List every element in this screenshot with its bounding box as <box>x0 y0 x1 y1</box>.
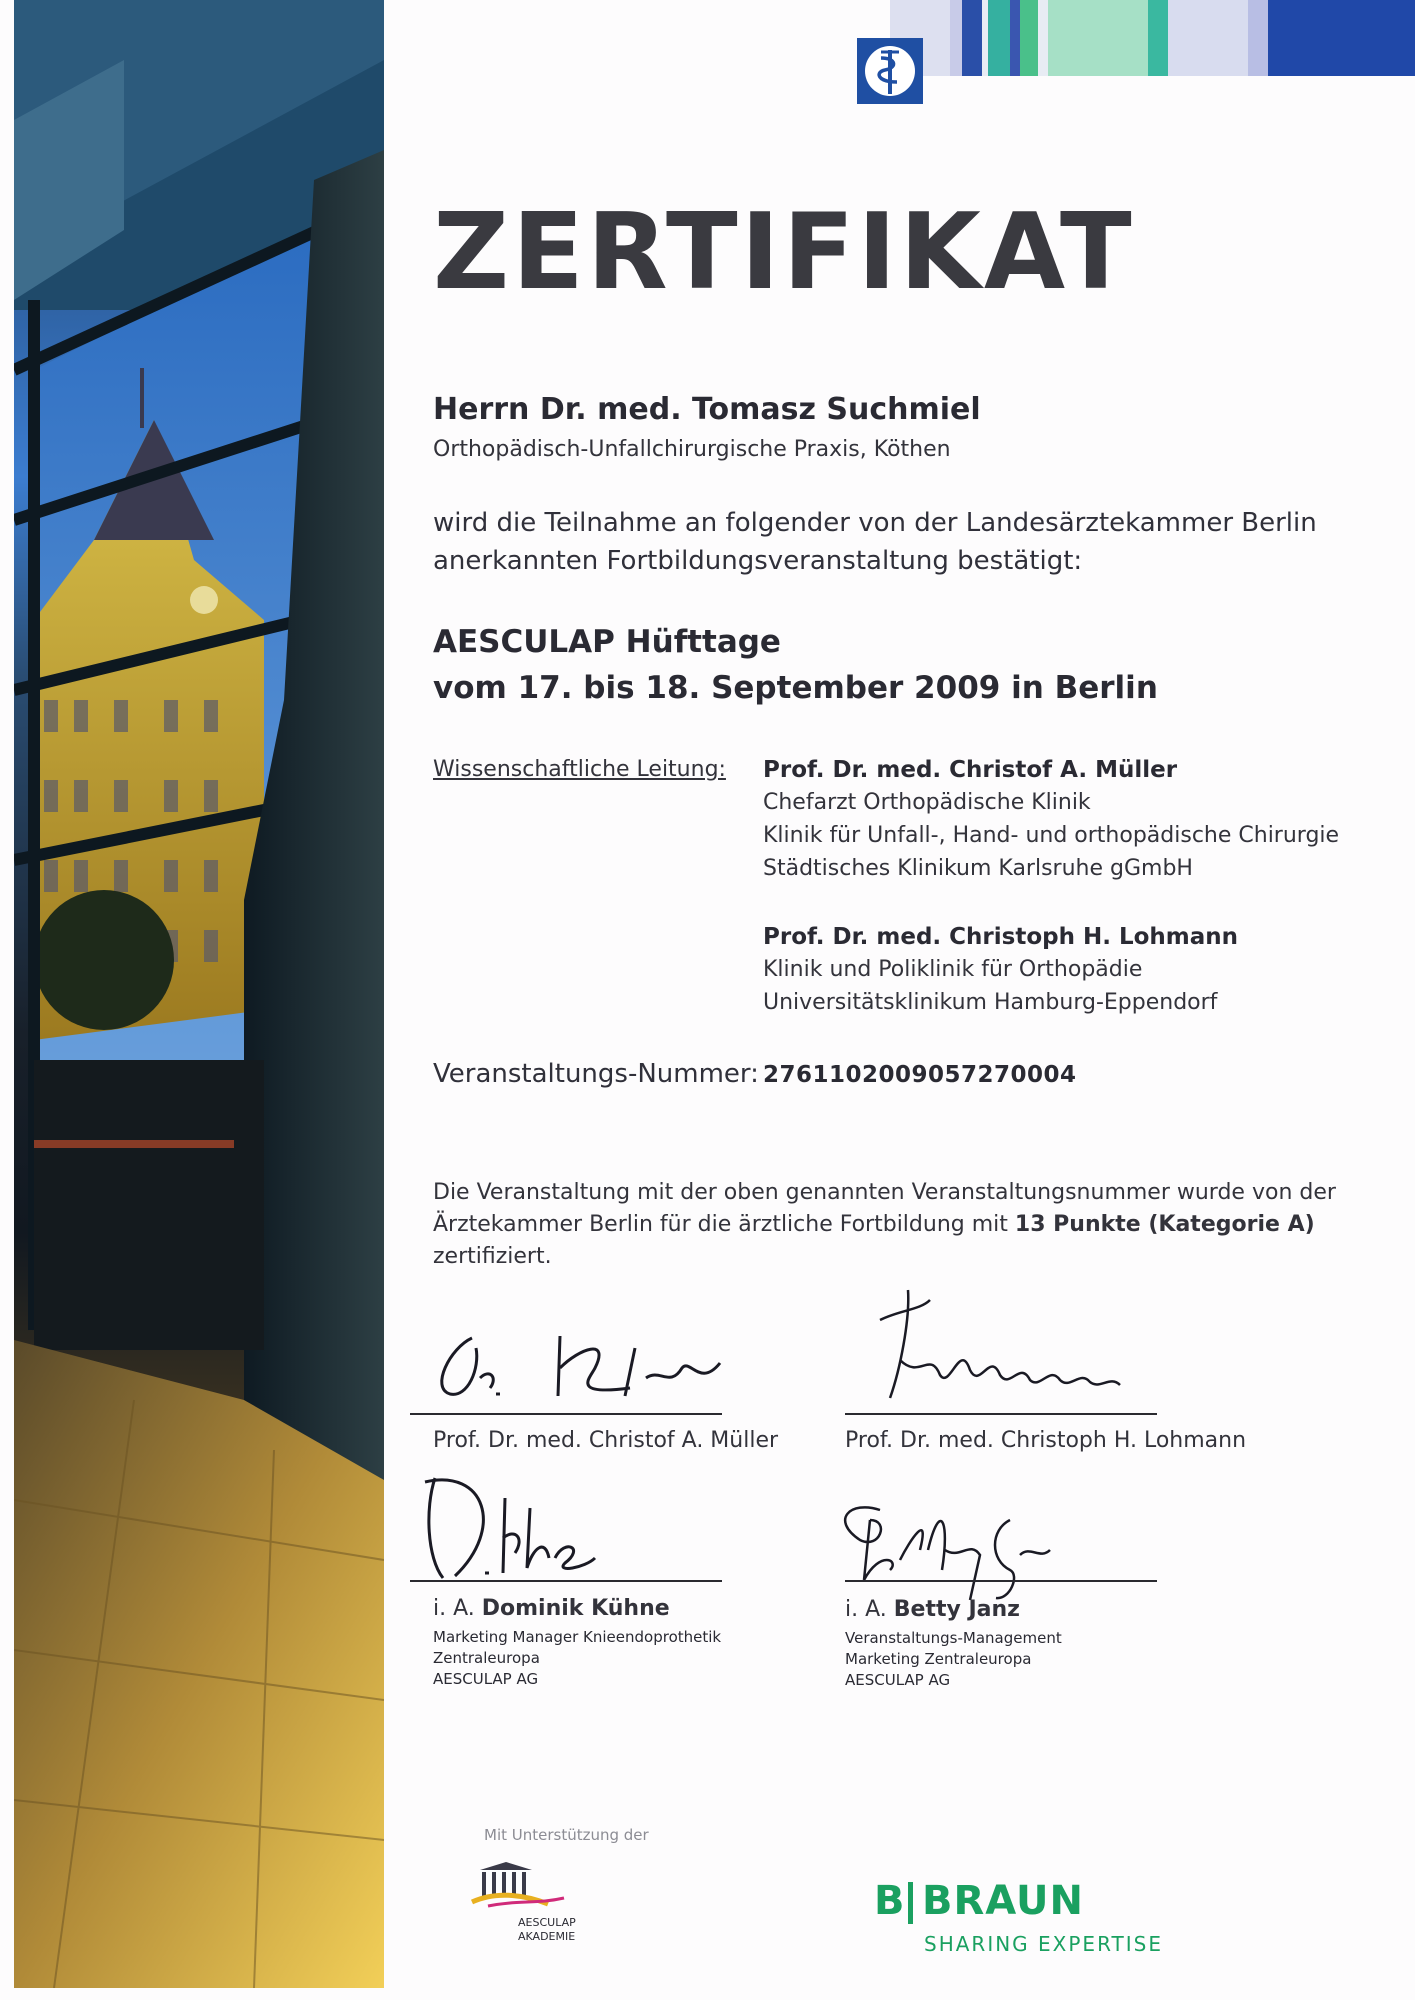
signer-name: Dominik Kühne <box>481 1596 670 1621</box>
staff-of-asclepius-icon <box>857 38 923 104</box>
signer-role: Zentraleuropa <box>433 1649 540 1667</box>
leader-name: Prof. Dr. med. Christoph H. Lohmann <box>763 924 1239 950</box>
scientific-lead-label: Wissenschaftliche Leitung: <box>433 757 726 782</box>
intro-line-1: wird die Teilnahme an folgender von der Landesärztekammer Berlin <box>433 508 1317 538</box>
leader-name: Prof. Dr. med. Christof A. Müller <box>763 757 1178 783</box>
brand-divider <box>908 1882 913 1924</box>
recipient-name: Herrn Dr. med. Tomasz Suchmiel <box>433 392 981 427</box>
signature-line <box>410 1413 722 1415</box>
signer-company: AESCULAP AG <box>433 1670 539 1688</box>
academy-temple-icon <box>468 1860 598 1916</box>
brand-name: BRAUN <box>922 1878 1084 1924</box>
intro-line-2: anerkannten Fortbildungsveranstaltung bestätigt: <box>433 546 1083 576</box>
signer-role: Marketing Manager Knieendoprothetik <box>433 1628 722 1646</box>
signature-line <box>410 1580 722 1582</box>
leader-line: Klinik für Unfall-, Hand- und orthopädische Chirurgie <box>763 823 1340 848</box>
event-name: AESCULAP Hüfttage <box>433 624 781 660</box>
aesculap-staff-logo <box>857 38 923 104</box>
event-number-value: 2761102009057270004 <box>763 1062 1077 1088</box>
leader-line: Klinik und Poliklinik für Orthopädie <box>763 957 1143 982</box>
certificate-title: ZERTIFIKAT <box>433 191 1135 313</box>
accreditation-line-2 <box>433 1212 1315 1237</box>
academy-line-2: AKADEMIE <box>518 1930 576 1943</box>
signer-name-line <box>845 1597 1020 1622</box>
signer-name-line <box>433 1596 670 1621</box>
header-color-stripes <box>890 0 1415 76</box>
building-photo-illustration <box>14 0 384 1988</box>
signature-lohmann <box>860 1280 1160 1410</box>
cover-photo <box>14 0 384 1988</box>
accreditation-line-3: zertifiziert. <box>433 1244 552 1269</box>
signature-mueller <box>420 1308 740 1408</box>
signer-role: Marketing Zentraleuropa <box>845 1650 1032 1668</box>
aesculap-akademie-logo <box>468 1860 598 1950</box>
signer-name: Prof. Dr. med. Christof A. Müller <box>433 1428 779 1453</box>
accreditation-text: Ärztekammer Berlin für die ärztliche Fortbildung mit <box>433 1212 1015 1237</box>
signer-prefix: i. A. <box>845 1597 894 1622</box>
leader-line: Städtisches Klinikum Karlsruhe gGmbH <box>763 856 1193 881</box>
signer-name: Prof. Dr. med. Christoph H. Lohmann <box>845 1428 1247 1453</box>
signer-prefix: i. A. <box>433 1596 482 1621</box>
signer-company: AESCULAP AG <box>845 1671 951 1689</box>
signature-kuehne <box>415 1468 635 1588</box>
signature-line <box>845 1580 1157 1582</box>
leader-line: Chefarzt Orthopädische Klinik <box>763 790 1091 815</box>
support-text: Mit Unterstützung der <box>484 1826 649 1844</box>
brand-tagline: SHARING EXPERTISE <box>924 1932 1163 1956</box>
signer-role: Veranstaltungs-Management <box>845 1629 1062 1647</box>
signature-janz <box>820 1480 1100 1610</box>
academy-line-1: AESCULAP <box>518 1916 576 1929</box>
accreditation-line-1: Die Veranstaltung mit der oben genannten Veranstaltungsnummer wurde von der <box>433 1180 1336 1205</box>
stripe-graphic <box>890 0 1415 76</box>
signature-line <box>845 1413 1157 1415</box>
brand-prefix: B <box>874 1878 906 1924</box>
signer-name: Betty Janz <box>893 1597 1020 1622</box>
leader-line: Universitätsklinikum Hamburg-Eppendorf <box>763 990 1218 1015</box>
event-date: vom 17. bis 18. September 2009 in Berlin <box>433 670 1158 706</box>
event-number-label: Veranstaltungs-Nummer: <box>433 1059 759 1089</box>
recipient-affiliation: Orthopädisch-Unfallchirurgische Praxis, Köthen <box>433 437 951 462</box>
accreditation-points: 13 Punkte (Kategorie A) <box>1014 1212 1315 1237</box>
